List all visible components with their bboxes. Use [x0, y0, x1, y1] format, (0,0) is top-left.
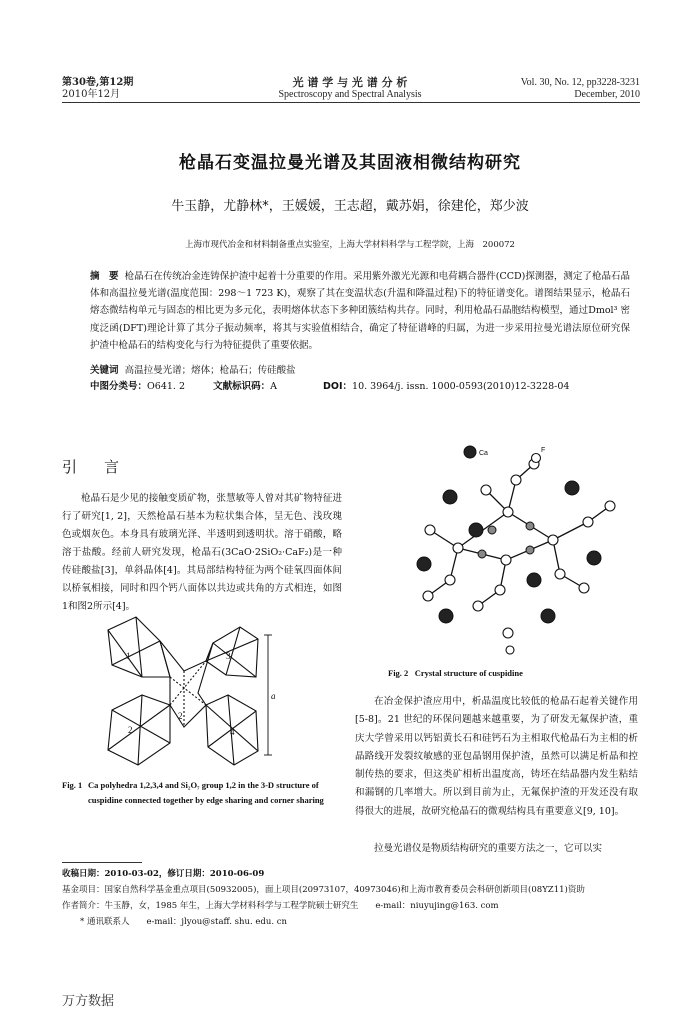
- doc-code-value: A: [270, 381, 277, 392]
- fig1-label-4: 4: [230, 727, 235, 737]
- affiliation: 上海市现代冶金和材料制备重点实验室，上海大学材料科学与工程学院，上海 200072: [185, 240, 515, 250]
- fig1-label-2: 2: [128, 725, 133, 735]
- footnote-received: 收稿日期：2010-03-02，修订日期：2010-06-09: [62, 869, 265, 879]
- fig2-caption-text: Crystal structure of cuspidine: [414, 668, 523, 678]
- clc-value: O641. 2: [147, 381, 186, 392]
- keywords-label: 关键词: [90, 365, 119, 376]
- fig2-crystal-structure: [388, 430, 638, 658]
- fig1-label-3: 3: [226, 651, 231, 661]
- fig2-ca-atoms: [417, 481, 601, 623]
- footnote-corresponding: * 通讯联系人 e-mail：jlyou@staff. shu. edu. cn: [80, 917, 287, 927]
- header-journal-en: Spectroscopy and Spectral Analysis: [278, 89, 422, 100]
- fig1-inner-label: 2: [178, 711, 183, 721]
- intro-paragraph: 枪晶石是少见的接触变质矿物，张慧敏等人曾对其矿物特征进行了研究[1, 2]，天然枪晶石基本为粒状集合体，呈无色、浅玫瑰色或烟灰色。本身具有玻璃光泽、半透明到透明状。溶于硝酸，略溶于盐酸。经前人研究发现，枪晶石(3CaO·2SiO₂·CaF₂)是一种传硅酸盐[3]，单斜晶体[4]。其局部结构特征为两个硅氧四面体间以桥氧相接，同时和四个钙八面体以共边或共角的方式相连，如图1和图2所示[4]。: [62, 493, 342, 612]
- doi-label: DOI：: [323, 381, 353, 392]
- section-introduction-title: 引 言: [62, 458, 126, 476]
- abstract: [90, 268, 630, 354]
- fig1-caption: [62, 778, 342, 808]
- header-date-en: December, 2010: [574, 89, 640, 100]
- right-paragraph-2: 拉曼光谱仪是物质结构研究的重要方法之一，它可以实: [374, 843, 603, 854]
- fig2-caption: [388, 666, 648, 681]
- classification: [90, 380, 630, 393]
- footnote-rule: [62, 862, 142, 863]
- header-date-cn: 2010年12月: [62, 89, 121, 100]
- fig2-legend-f-icon: [532, 454, 541, 463]
- doi-value: 10. 3964/j. issn. 1000-0593(2010)12-3228-04: [352, 381, 570, 392]
- fig1-axis-label: a: [271, 691, 276, 701]
- fig2-legend-f: F: [541, 447, 546, 454]
- fig2-o-atoms: [423, 459, 615, 654]
- fig2-legend-ca: Ca: [479, 450, 488, 457]
- fig1-polyhedron-3: [206, 627, 258, 677]
- header-vol-en: Vol. 30, No. 12, pp3228-3231: [520, 77, 640, 88]
- fig2-legend-ca-icon: [464, 446, 476, 458]
- fig1-caption-label: Fig. 1: [62, 780, 83, 790]
- fig2-caption-label: Fig. 2: [388, 668, 409, 678]
- footnote-fund: 基金项目：国家自然科学基金重点项目(50932005)，面上项目(20973107，40973046)和上海市教育委员会科研创新项目(08YZ11)资助: [62, 885, 585, 895]
- keywords-text: 高温拉曼光谱；熔体；枪晶石；传硅酸盐: [124, 365, 296, 376]
- authors: 牛玉静，尤静林*，王媛媛，王志超，戴苏娟，徐建伦，郑少波: [171, 199, 529, 214]
- paper-title: 枪晶石变温拉曼光谱及其固液相微结构研究: [179, 153, 521, 173]
- header-vol-cn: 第30卷,第12期: [62, 77, 134, 88]
- fig1-label-1: 1: [126, 651, 131, 661]
- doc-code-label: 文献标识码：: [213, 381, 271, 392]
- clc-label: 中图分类号：: [90, 381, 148, 392]
- header-journal-cn: 光 谱 学 与 光 谱 分 析: [292, 76, 408, 89]
- header-volume-en: [521, 77, 640, 101]
- header-rule: [62, 102, 640, 103]
- abstract-text: 枪晶石在传统冶金连铸保护渣中起着十分重要的作用。采用紫外激光光源和电荷耦合器件(CCD)探测器，测定了枪晶石晶体和高温拉曼光谱(温度范围：298～1 723 K)，观察了其在变温状态(升温和降温过程)下的特征谱变化。谱图结果显示，枪晶石熔态微结构单元与固态的相比更为多元化，表明熔体状态下多种团簇结构共存。同时，利用枪晶石晶胞结构模型，通过Dmol³ 密度泛函(DFT)理论计算了其分子振动频率，将其与实验值相结合，确定了特征谱峰的归属，为进一步采用拉曼光谱法原位研究保护渣中枪晶石的结构变化与行为特征提供了重要依据。: [90, 271, 630, 351]
- fig1-si2o7-group: [160, 641, 213, 727]
- right-paragraph: 在冶金保护渣应用中，析晶温度比较低的枪晶石起着关键作用[5-8]。21 世纪的环保问题越来越重要，为了研发无氟保护渣，重庆大学曾采用以钙铝黄长石和硅钙石为主相取代枪晶石为主相的析晶路线开发裂纹敏感的亚包晶钢用保护渣，虽然可以满足析晶和控制传热的要求，但这类矿相析出温度高，铸坯在结晶器内发生粘结和漏钢的几率增大。所以到目前为止，无氟保护渣的开发还没有取得很大的进展，故研究枪晶石的微观结构具有重要意义[9, 10]。: [355, 696, 638, 817]
- fig1-polyhedra-diagram: [98, 615, 288, 770]
- footnote-bio: 作者简介：牛玉静，女，1985 年生，上海大学材料科学与工程学院硕士研究生 e-mail：niuyujing@163. com: [62, 901, 499, 911]
- fig1-caption-text: Ca polyhedra 1,2,3,4 and Si₂O₇ group 1,2 in the 3-D structure of cuspidine connected together by edge sharing and corner sharing: [88, 780, 324, 805]
- keywords: [90, 364, 630, 377]
- watermark: 万方数据: [62, 994, 115, 1009]
- abstract-label: 摘 要: [90, 271, 119, 282]
